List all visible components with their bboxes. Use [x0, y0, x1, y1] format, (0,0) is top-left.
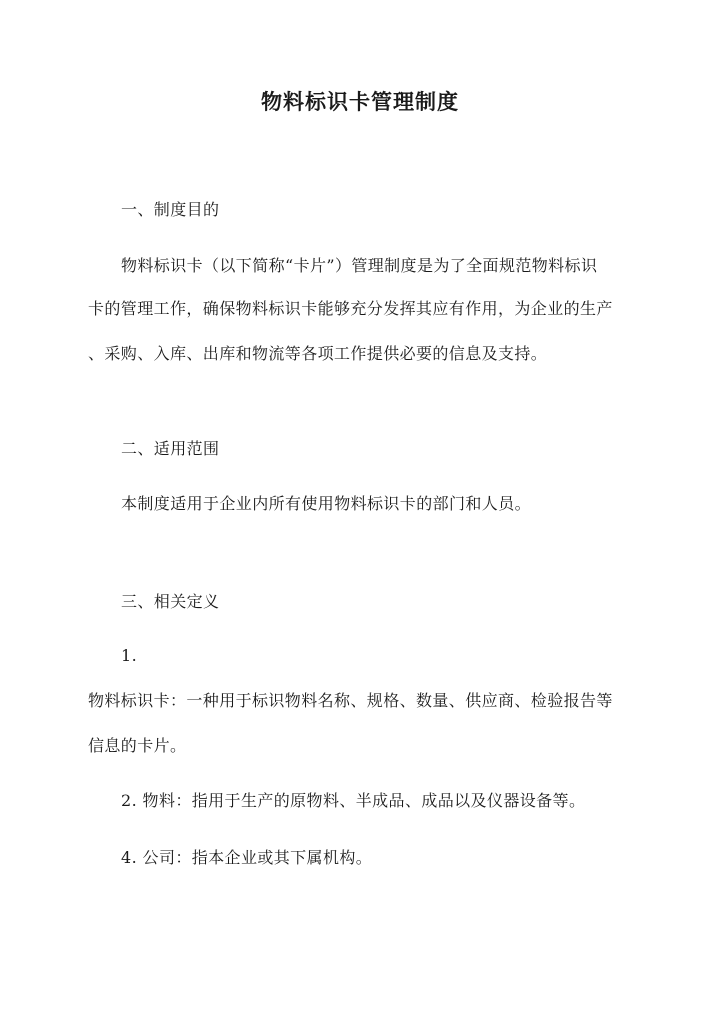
document-title: 物料标识卡管理制度	[261, 89, 459, 114]
paragraph-line: 卡的管理工作，确保物料标识卡能够充分发挥其应有作用，为企业的生产	[88, 299, 613, 318]
paragraph-line: 物料标识卡：一种用于标识物料名称、规格、数量、供应商、检验报告等	[88, 691, 613, 710]
section-heading-definitions: 三、相关定义	[121, 592, 220, 611]
section-heading-purpose: 一、制度目的	[121, 200, 220, 219]
paragraph-line: 信息的卡片。	[88, 736, 187, 755]
paragraph-line: 物料标识卡（以下简称“卡片”）管理制度是为了全面规范物料标识	[121, 256, 598, 275]
section-heading-scope: 二、适用范围	[121, 439, 220, 458]
list-number: 1.	[121, 646, 138, 665]
paragraph-line: 、采购、入库、出库和物流等各项工作提供必要的信息及支持。	[88, 344, 548, 363]
list-item: 4. 公司：指本企业或其下属机构。	[121, 848, 373, 867]
paragraph-line: 本制度适用于企业内所有使用物料标识卡的部门和人员。	[121, 494, 532, 513]
list-item: 2. 物料：指用于生产的原物料、半成品、成品以及仪器设备等。	[121, 791, 586, 810]
